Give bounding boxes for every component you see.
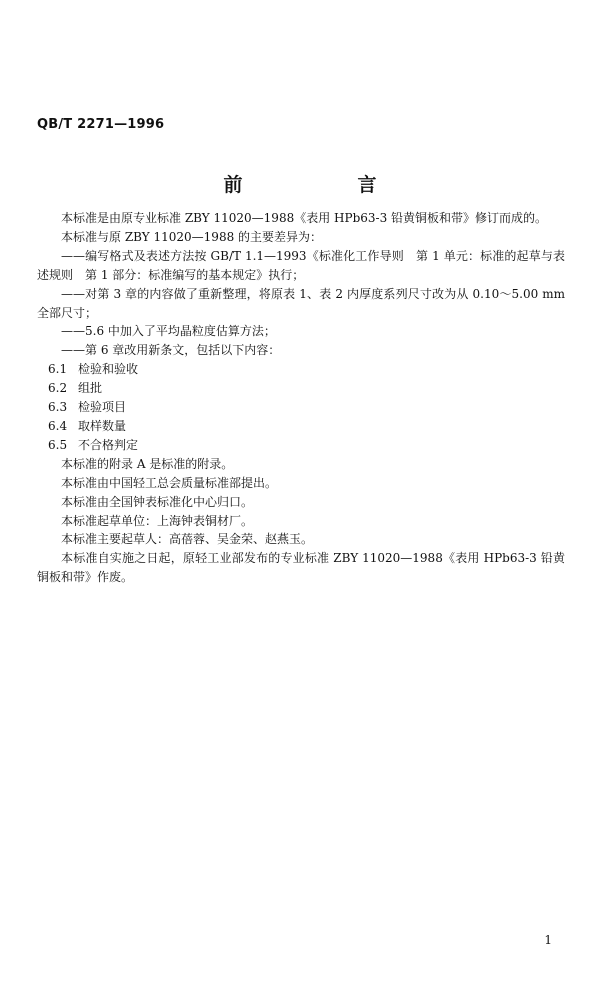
list-item-text: 不合格判定 (78, 437, 139, 452)
list-item (37, 436, 565, 455)
page-number: 1 (544, 933, 552, 947)
paragraph: 本标准自实施之日起，原轻工业部发布的专业标准 ZBY 11020—1988《表用 HPb63-3 铅黄铜板和带》作废。 (37, 551, 565, 585)
paragraph: 本标准的附录 A 是标准的附录。 (61, 456, 234, 471)
list-item-number: 6.1 (48, 362, 68, 377)
paragraph: 本标准与原 ZBY 11020—1988 的主要差异为： (61, 229, 323, 244)
standard-code: QB/T 2271—1996 (37, 117, 165, 132)
list-item (37, 360, 565, 379)
list-item-text: 检验项目 (78, 400, 127, 415)
list-item-text: 检验和验收 (78, 362, 139, 377)
list-item-number: 6.2 (48, 381, 68, 396)
paragraph: 本标准由中国轻工总会质量标准部提出。 (61, 475, 278, 490)
list-item (37, 398, 565, 417)
page-title: 前 言 (223, 174, 425, 196)
paragraph: 本标准是由原专业标准 ZBY 11020—1988《表用 HPb63-3 铅黄铜板和带》修订而成的。 (61, 211, 548, 225)
list-item-number: 6.4 (48, 418, 68, 433)
difference-item: ——5.6 中加入了平均晶粒度估算方法； (61, 324, 276, 339)
list-item (37, 417, 565, 436)
preface-body (37, 209, 565, 587)
paragraph: 本标准由全国钟表标准化中心归口。 (61, 494, 254, 509)
list-item-text: 取样数量 (78, 418, 127, 433)
list-item-number: 6.3 (48, 400, 68, 415)
list-item-text: 组批 (78, 381, 103, 396)
paragraph: 本标准起草单位：上海钟表铜材厂。 (61, 513, 254, 528)
list-item (37, 379, 565, 398)
list-item-number: 6.5 (48, 437, 68, 452)
difference-item: ——第 6 章改用新条文，包括以下内容： (61, 343, 281, 358)
difference-item: ——对第 3 章的内容做了重新整理，将原表 1、表 2 内厚度系列尺寸改为从 0.10～5.00 mm 全部尺寸； (37, 286, 565, 320)
difference-item: ——编写格式及表述方法按 GB/T 1.1—1993《标准化工作导则 第 1 单元：标准的起草与表述规则 第 1 部分：标准编写的基本规定》执行； (37, 248, 565, 282)
paragraph: 本标准主要起草人：高蓓蓉、吴金荣、赵燕玉。 (61, 532, 314, 547)
